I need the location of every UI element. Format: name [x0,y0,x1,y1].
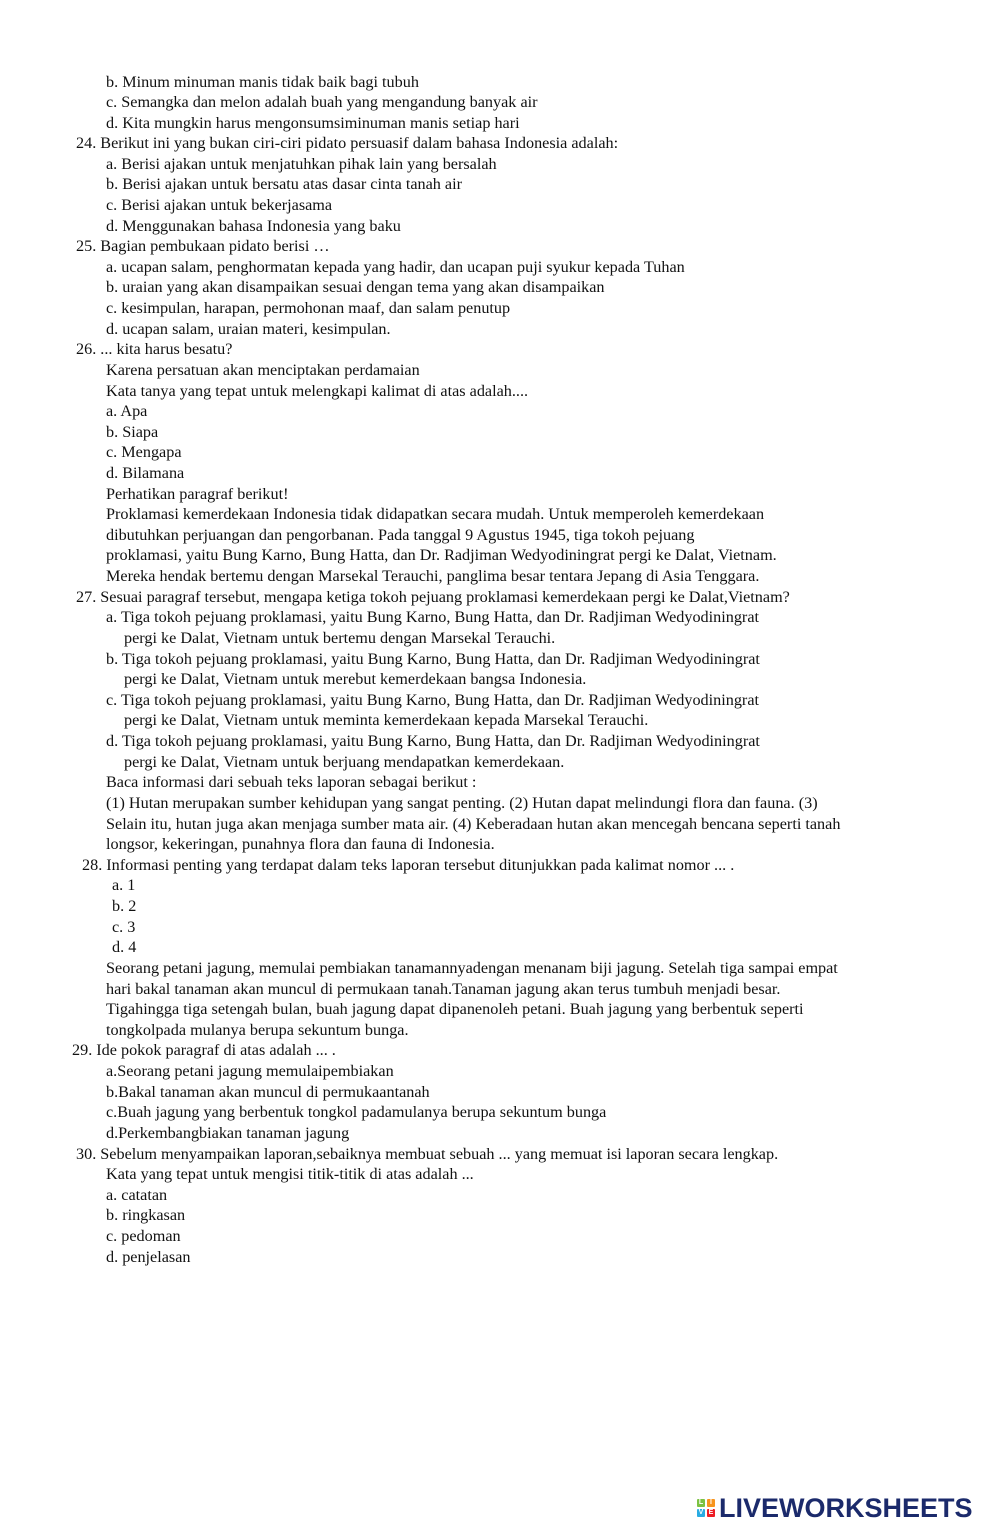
question-29: 29. Ide pokok paragraf di atas adalah ... . [72,1041,336,1059]
question-24: 24. Berikut ini yang bukan ciri-ciri pidato persuasif dalam bahasa Indonesia adalah: [76,134,619,152]
option-continuation: pergi ke Dalat, Vietnam untuk meminta kemerdekaan kepada Marsekal Terauchi. [124,711,649,729]
option-line: c. Mengapa [106,443,182,461]
option-line: c. kesimpulan, harapan, permohonan maaf, dan salam penutup [106,299,511,317]
question-30: 30. Sebelum menyampaikan laporan,sebaiknya membuat sebuah ... yang memuat isi laporan secara lengkap. [76,1145,779,1163]
option-continuation: pergi ke Dalat, Vietnam untuk merebut kemerdekaan bangsa Indonesia. [124,670,587,688]
paragraph-line: longsor, kekeringan, punahnya flora dan fauna di Indonesia. [106,835,495,853]
body-line: Baca informasi dari sebuah teks laporan sebagai berikut : [106,773,477,791]
paragraph-line: hari bakal tanaman akan muncul di permukaan tanah.Tanaman jagung akan terus tumbuh menjadi besar. [106,980,781,998]
paragraph-line: dibutuhkan perjuangan dan pengorbanan. Pada tanggal 9 Agustus 1945, tiga tokoh pejuang [106,526,695,544]
option-line: c. Berisi ajakan untuk bekerjasama [106,196,333,214]
logo-tiles-icon [697,1499,715,1517]
logo-tile: I [707,1499,715,1507]
option-line: b. Minum minuman manis tidak baik bagi tubuh [106,73,419,91]
option-line: d. Kita mungkin harus mengonsumsiminuman manis setiap hari [106,114,520,132]
option-line: b. 2 [112,897,137,915]
option-line: d. Menggunakan bahasa Indonesia yang baku [106,217,401,235]
option-line: a. 1 [112,876,136,894]
logo-text: LIVEWORKSHEETS [719,1492,973,1523]
paragraph-line: (1) Hutan merupakan sumber kehidupan yang sangat penting. (2) Hutan dapat melindungi flora dan fauna. (3) [106,794,818,812]
body-line: Perhatikan paragraf berikut! [106,485,289,503]
body-line: Kata yang tepat untuk mengisi titik-titik di atas adalah ... [106,1165,474,1183]
paragraph-line: proklamasi, yaitu Bung Karno, Bung Hatta, dan Dr. Radjiman Wedyodiningrat pergi ke Dalat, Vietnam. [106,546,777,564]
option-line: d.Perkembangbiakan tanaman jagung [106,1124,350,1142]
option-line: d. Bilamana [106,464,185,482]
option-line: d. penjelasan [106,1248,191,1266]
question-25: 25. Bagian pembukaan pidato berisi … [76,237,330,255]
body-line: Karena persatuan akan menciptakan perdamaian [106,361,420,379]
option-line: b.Bakal tanaman akan muncul di permukaantanah [106,1083,430,1101]
option-line: a. Tiga tokoh pejuang proklamasi, yaitu Bung Karno, Bung Hatta, dan Dr. Radjiman Wedyodiningrat [106,608,759,626]
option-continuation: pergi ke Dalat, Vietnam untuk berjuang mendapatkan kemerdekaan. [124,753,565,771]
paragraph-line: Selain itu, hutan juga akan menjaga sumber mata air. (4) Keberadaan hutan akan mencegah bencana seperti tanah [106,815,841,833]
question-28: 28. Informasi penting yang terdapat dalam teks laporan tersebut ditunjukkan pada kalimat nomor ... . [82,856,735,874]
option-line: a. Apa [106,402,148,420]
option-line: d. 4 [112,938,137,956]
option-line: a. ucapan salam, penghormatan kepada yang hadir, dan ucapan puji syukur kepada Tuhan [106,258,685,276]
body-line: Kata tanya yang tepat untuk melengkapi kalimat di atas adalah.... [106,382,529,400]
liveworksheets-logo [697,1493,973,1523]
option-line: c. 3 [112,918,136,936]
paragraph-line: tongkolpada mulanya berupa sekuntum bunga. [106,1021,409,1039]
option-line: b. Berisi ajakan untuk bersatu atas dasar cinta tanah air [106,175,462,193]
option-line: a. catatan [106,1186,168,1204]
option-line: d. Tiga tokoh pejuang proklamasi, yaitu Bung Karno, Bung Hatta, dan Dr. Radjiman Wedyodiningrat [106,732,760,750]
question-27: 27. Sesuai paragraf tersebut, mengapa ketiga tokoh pejuang proklamasi kemerdekaan pergi ke Dalat,Vietnam? [76,588,790,606]
option-line: b. ringkasan [106,1206,186,1224]
paragraph-line: Proklamasi kemerdekaan Indonesia tidak didapatkan secara mudah. Untuk memperoleh kemerdekaan [106,505,765,523]
option-continuation: pergi ke Dalat, Vietnam untuk bertemu dengan Marsekal Terauchi. [124,629,556,647]
option-line: b. uraian yang akan disampaikan sesuai dengan tema yang akan disampaikan [106,278,605,296]
option-line: c. Tiga tokoh pejuang proklamasi, yaitu Bung Karno, Bung Hatta, dan Dr. Radjiman Wedyodiningrat [106,691,759,709]
option-line: b. Siapa [106,423,159,441]
option-line: c.Buah jagung yang berbentuk tongkol padamulanya berupa sekuntum bunga [106,1103,607,1121]
option-line: b. Tiga tokoh pejuang proklamasi, yaitu Bung Karno, Bung Hatta, dan Dr. Radjiman Wedyodiningrat [106,650,760,668]
paragraph-line: Seorang petani jagung, memulai pembiakan tanamannyadengan menanam biji jagung. Setelah tiga sampai empat [106,959,838,977]
paragraph-line: Tigahingga tiga setengah bulan, buah jagung dapat dipanenoleh petani. Buah jagung yang berbentuk seperti [106,1000,804,1018]
option-line: c. pedoman [106,1227,181,1245]
option-line: d. ucapan salam, uraian materi, kesimpulan. [106,320,391,338]
option-line: a.Seorang petani jagung memulaipembiakan [106,1062,394,1080]
option-line: a. Berisi ajakan untuk menjatuhkan pihak lain yang bersalah [106,155,497,173]
option-line: c. Semangka dan melon adalah buah yang mengandung banyak air [106,93,538,111]
logo-tile: L [698,1499,704,1506]
logo-tile: V [698,1509,704,1516]
logo-tile: E [708,1509,714,1516]
question-26: 26. ... kita harus besatu? [76,340,233,358]
paragraph-line: Mereka hendak bertemu dengan Marsekal Terauchi, panglima besar tentara Jepang di Asia Tenggara. [106,567,760,585]
